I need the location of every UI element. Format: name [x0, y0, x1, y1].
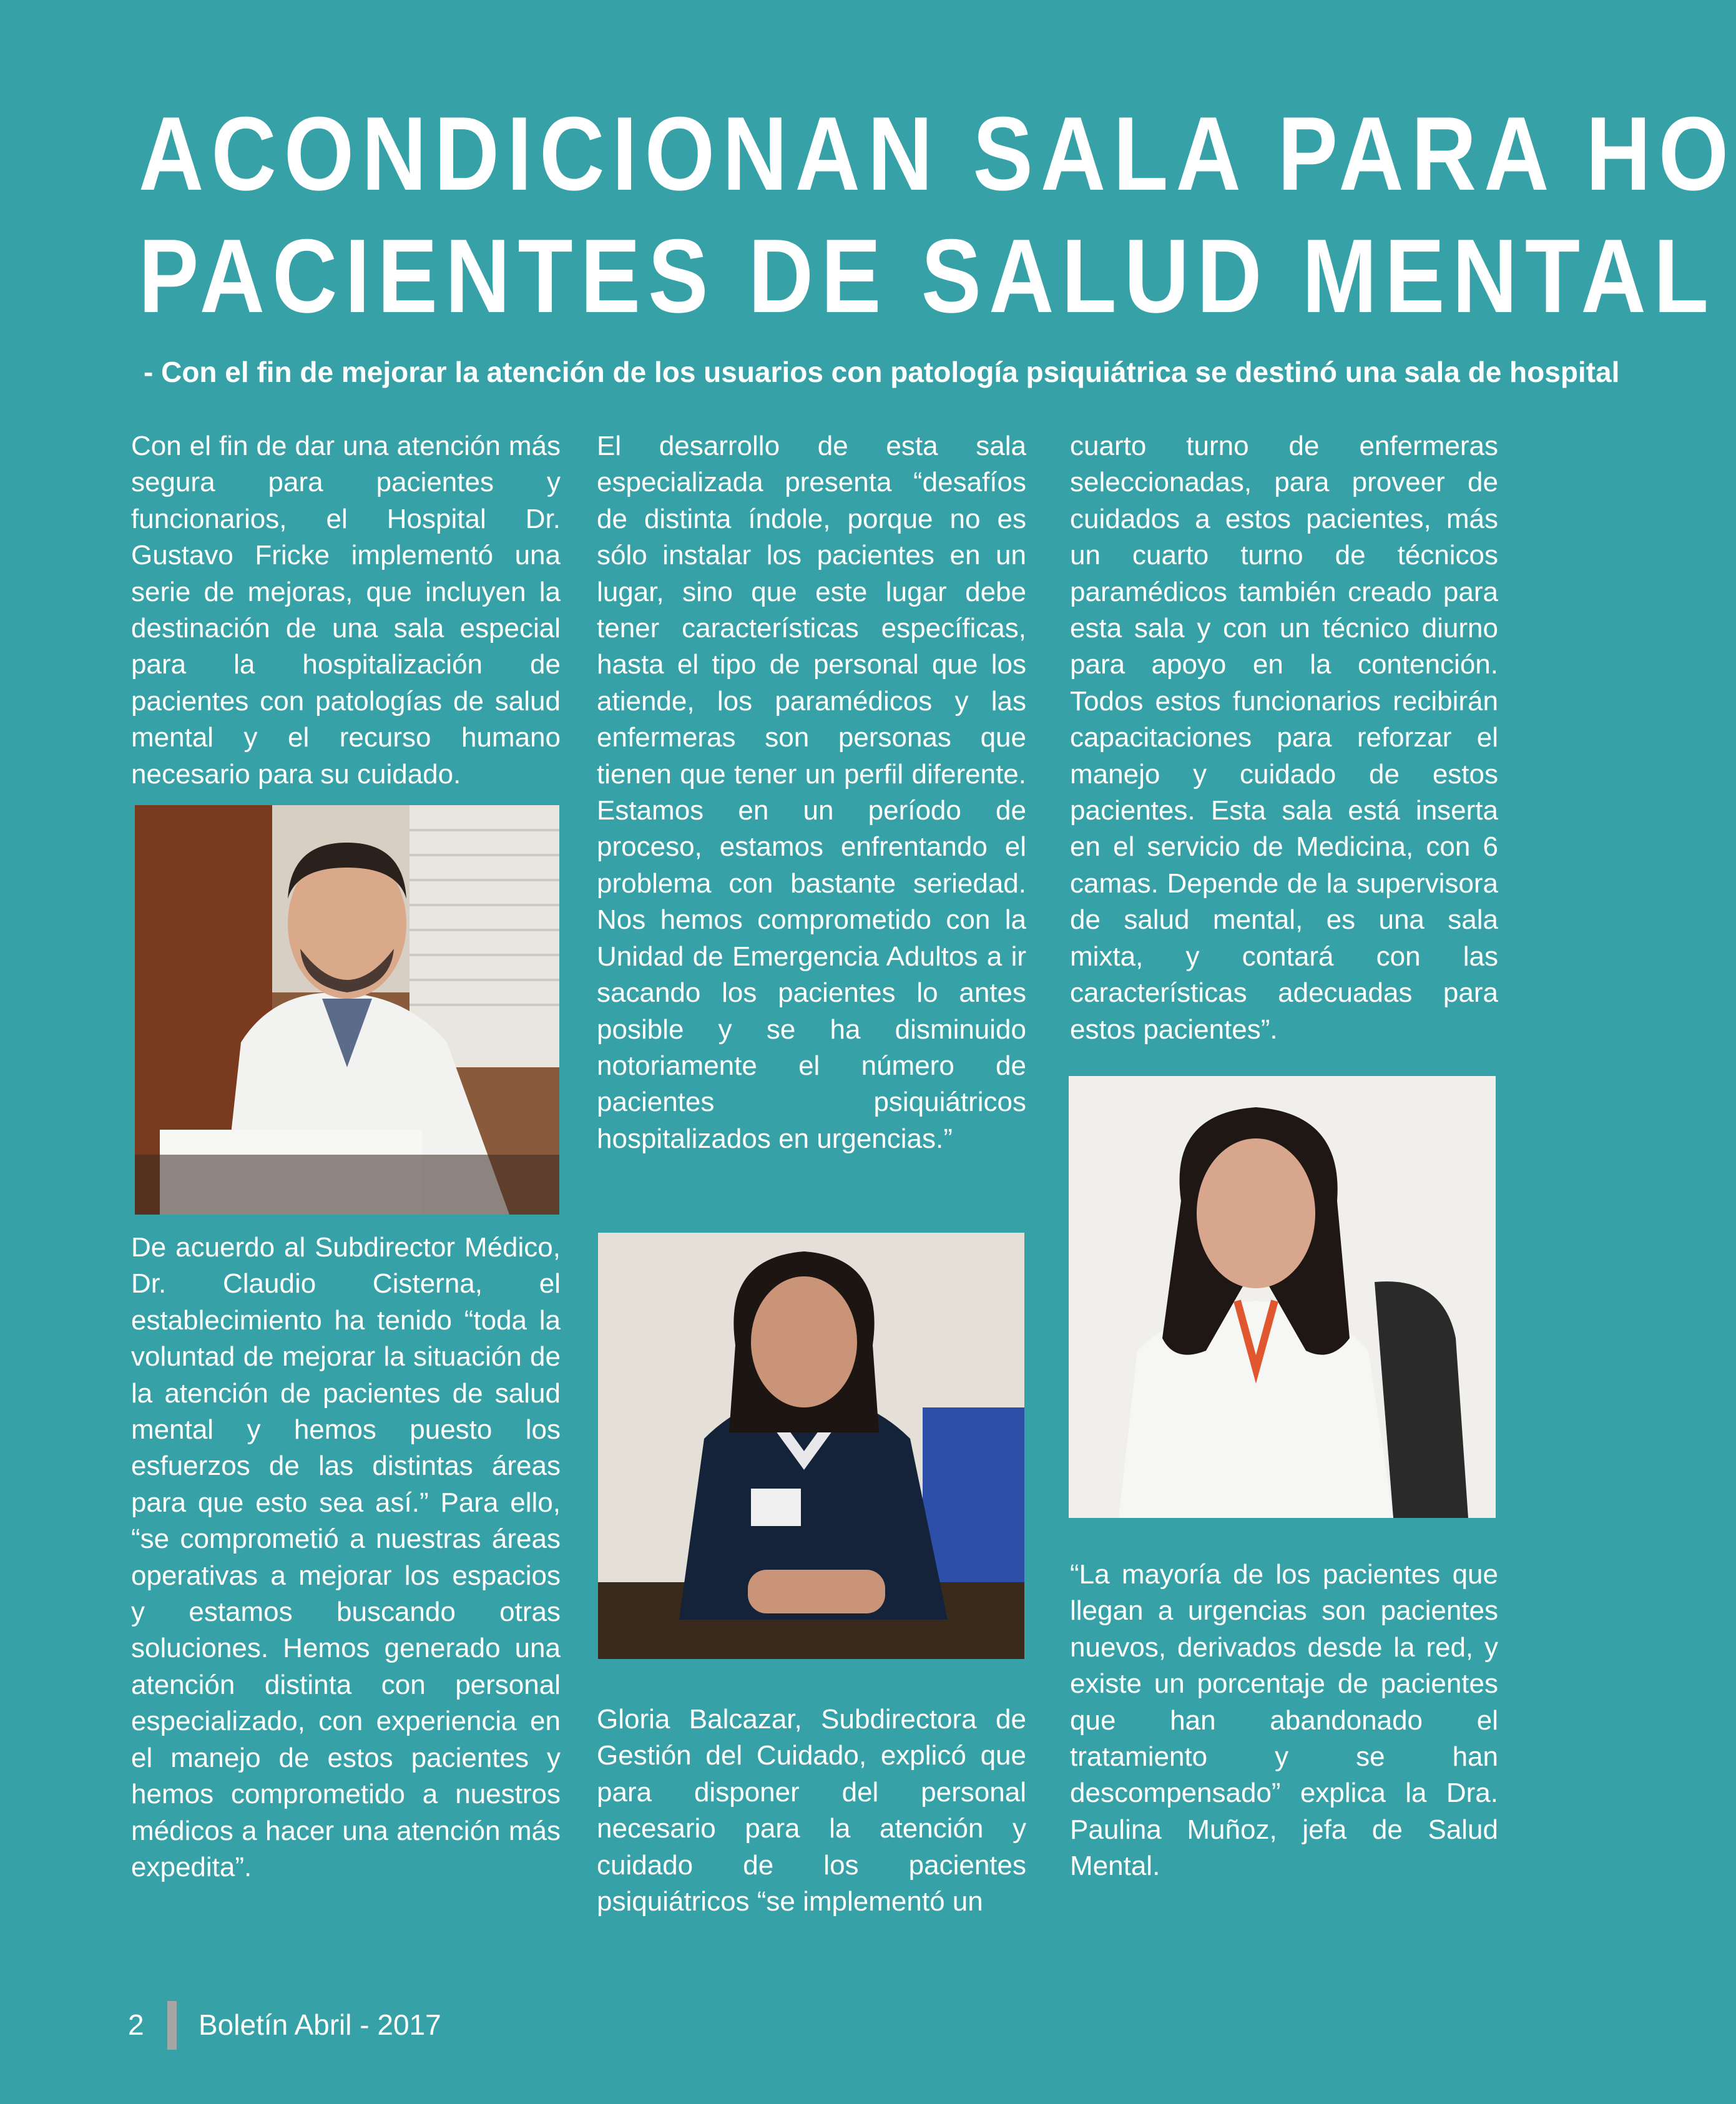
- photo-jefa-salud-mental: [1069, 1076, 1496, 1518]
- page-number: 2: [128, 2009, 144, 2041]
- footer-divider: [167, 2001, 177, 2050]
- column-3-paragraph-1: cuarto turno de enfermeras seleccionadas, para proveer de cuidados a estos pacientes, más un cuarto turno de técnicos paramédicos también creado para esta sala y con un técnico diurno para apoyo en la contención. Todos estos funcionarios recibirán capacitaciones para reforzar el manejo y cuidado de estos pacientes. Esta sala está inserta en el servicio de Medicina, con 6 camas. Depende de la supervisora de salud mental, es una sala mixta, y contará con las características adecuadas para estos pacientes”.: [1070, 431, 1498, 1045]
- headline: [139, 92, 1736, 337]
- photo-subdirector-medico: [135, 805, 559, 1215]
- column-1-paragraph-2: De acuerdo al Subdirector Médico, Dr. Claudio Cisterna, el establecimiento ha tenido “toda la voluntad de mejorar la situación de la atención de pacientes de salud mental y hemos puesto los esfuerzos de las distintas áreas para que esto sea así.” Para ello, “se comprometió a nuestras áreas operativas a mejorar los espacios y estamos buscando otras soluciones. Hemos generado una atención distinta con personal especializado, con experiencia en el manejo de estos pacientes y hemos comprometido a nuestros médicos a hacer una atención más expedita”.: [131, 1232, 561, 1882]
- subtitle: - Con el fin de mejorar la atención de los usuarios con patología psiquiátrica se destinó una sala de hospital: [144, 356, 1620, 388]
- column-1-paragraph-1: Con el fin de dar una atención más segura para pacientes y funcionarios, el Hospital Dr. Gustavo Fricke implementó una serie de mejoras, que incluyen la destinación de una sala especial para la hospitalización de pacientes con patologías de salud mental y el recurso humano necesario para su cuidado.: [131, 431, 561, 790]
- headline-line-1: ACONDICIONAN SALA PARA HO: [139, 95, 1736, 212]
- column-3-paragraph-2: “La mayoría de los pacientes que llegan a urgencias son pacientes nuevos, derivados desde la red, y existe un porcentaje de pacientes que han abandonado el tratamiento y se han descompensado” explica la Dra. Paulina Muñoz, jefa de Salud Mental.: [1070, 1559, 1498, 1882]
- headline-line-2: PACIENTES DE SALUD MENTAL: [139, 217, 1717, 335]
- photo-subdirectora-gestion-cuidado: [598, 1233, 1024, 1659]
- column-2-paragraph-1: El desarrollo de esta sala especializada presenta “desafíos de distinta índole, porque no es sólo instalar los pacientes en un lugar, sino que este lugar debe tener características específicas, hasta el tipo de personal que los atiende, los paramédicos y las enfermeras son personas que tienen que tener un perfil diferente. Estamos en un período de proceso, estamos enfrentando el problema con bastante seriedad. Nos hemos comprometido con la Unidad de Emergencia Adultos a ir sacando los pacientes lo antes posible y se ha disminuido notoriamente el número de pacientes psiquiátricos hospitalizados en urgencias.”: [597, 431, 1026, 1154]
- footer-publication: Boletín Abril - 2017: [199, 2009, 441, 2041]
- column-2-paragraph-2: Gloria Balcazar, Subdirectora de Gestión del Cuidado, explicó que para disponer del personal necesario para la atención y cuidado de los pacientes psiquiátricos “se implementó un: [597, 1704, 1026, 1917]
